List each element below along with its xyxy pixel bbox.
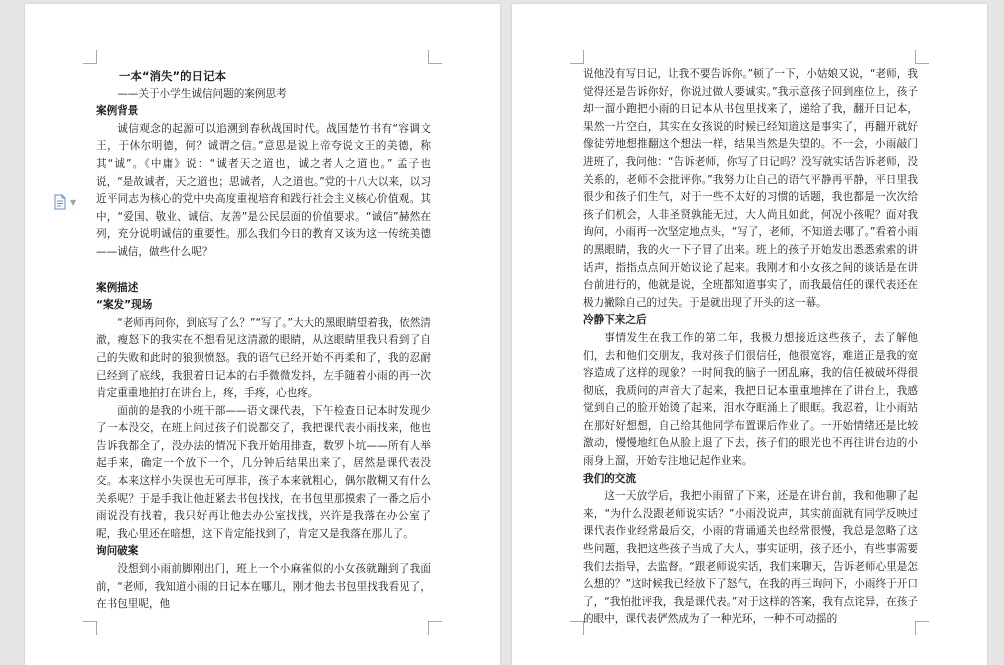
document-subtitle: ——关于小学生诚信问题的案例思考 [117,87,287,100]
section-heading-background: 案例背景 [96,105,139,118]
document-title: 一本“消失”的日记本 [119,69,227,83]
paragraph: “老师再问你，到底写了么？”“写了。”大大的黑眼睛望着我，依然清澈，瘦怒下的我实在不想看见这清澈的眼睛，从这眼睛里我只看到了自己的失败和此时的狼狈愤怒。我的语气已经开始不再柔和了，我的忍耐已经到了底线，我狠着日记本的右手微微发抖，左手随着小雨的再一次肯定重重地拍打在讲台上，疼，手疼，心也疼。 [96,316,431,400]
subheading-incident: “案发”现场 [96,299,153,312]
section-heading-description: 案例描述 [96,281,139,294]
paragraph: 没想到小雨前脚刚出门，班上一个小麻雀似的小女孩就蹦到了我面前，“老师，我知道小雨的日记本在哪儿，刚才他去书包里找我看见了，在书包里呢，他 [96,563,431,611]
page-content-left[interactable] [96,68,431,614]
crop-mark-top-right [428,50,442,64]
document-page-right [512,4,987,665]
crop-mark-bottom-left [570,621,584,635]
paragraph: 事情发生在我工作的第二年，我极力想接近这些孩子，去了解他们，去和他们交朋友，我对孩子们很信任，他很宽容，难道正是我的宽容造成了这样的现象？一时间我的脑子一团乱麻，我的信任被破坏得很彻底，我质问的声音大了起来，我把日记本重重地摔在了讲台上，我感觉到自己的脸开始烫了起来，泪水夺眶涌上了眼眶。我忍着，让小雨站在那好好想想，自己给其他同学布置课后作业了。一开始情绪还是比较激动，慢慢地红色从脸上退了下去，孩子们的眼光也不再往讲台边的小雨身上溜，开始专注地记起作业来。 [583,331,918,468]
crop-mark-top-left [83,50,97,64]
page-content-right[interactable] [583,66,918,629]
subheading-inquiry: 询问破案 [96,545,139,558]
document-icon[interactable] [52,194,68,210]
paragraph: 这一天放学后，我把小雨留了下来，还是在讲台前，我和他聊了起来，“为什么没跟老师说实话？”小雨没说声，其实前面就有同学反映过课代表作业经常最后交，小雨的背诵通关也经常很慢，我总是忽略了这些问题，我把这些孩子当成了大人，事实证明，孩子还小，有些事需要我们去指导，去监督。“跟老师说实话，我们来聊天，告诉老师心里是怎么想的？”这时候我已经放下了怒气，在我的再三询问下，小雨终于开口了，“我怕批评我，我是课代表。”对于这样的答案，我有点诧异，在孩子的眼中，课代表俨然成为了一种光环，一种不可动摇的 [583,490,918,626]
chevron-down-icon[interactable]: ▼ [70,198,77,207]
document-page-left [25,4,500,665]
crop-mark-top-right [915,50,929,64]
subheading-calm: 冷静下来之后 [583,314,647,327]
blank-line [96,262,431,280]
paragraph-background: 诚信观念的起源可以追溯到春秋战国时代。战国楚竹书有“容调文王，于休尔明德，何？诚谓之信。”意思是说上帝夸说文王的美德，称其“诚”。《中庸》说：“诚者天之道也，诚之者人之道也。” 孟子也说，“是故诚者，天之道也；思诚者，人之道也。”党的十八大以来，以习近平同志为核心的党中央高度重视培育和践行社会主义核心价值观。其中，“爱国、敬业、诚信、友善”是公民层面的价值要求。“诚信”赫然在列，充分说明诚信的重要性。那么我们今日的教育又该为这一传统美德——诚信，做些什么呢？ [96,122,431,258]
crop-mark-bottom-left [83,621,97,635]
paragraph: 面前的是我的小班干部——语文课代表，下午检查日记本时发现少了一本没交，在班上问过孩子们说都交了，我把课代表小雨找来，他也告诉我都全了，没办法的情况下我开始用排查，数罗卜坑——所有人举起手来，确定一个放下一个，几分钟后结果出来了，居然是课代表没交。本来这样小失误也无可厚非，孩子本来就粗心，偶尔散糊又有什么关系呢？于是手我让他赶紧去书包找找，在书包里那摸索了一番之后小雨说没有找着，我只好再让他去办公室找找，兴许是我落在办公室了呢，我心里还在暗想，这下肯定能找到了，肯定又是我落在那儿了。 [96,404,431,540]
paragraph: 说他没有写日记，让我不要告诉你。”顿了一下，小姑娘又说，“老师，我觉得还是告诉你好，你说过做人要诚实。”我示意孩子回到座位上，孩子却一溜小跑把小雨的日记本从书包里找来了，递给了我，翻开日记本，果然一片空白，其实在女孩说的时候已经知道这是事实了，再翻开就好像徒劳地想推翻这个想法一样，结果当然是失望的。不一会，小雨敲门进班了，我问他：“告诉老师，你写了日记吗？没写就实话告诉老师，没关系的，老师不会批评你。”我努力让自己的语气平静再平静，平日里我很少和孩子们生气，对于一些不太好的习惯的话题，我也都是一次次给孩子们机会，人非圣贤孰能无过，大人尚且如此，何况小孩呢？面对我询问，小雨再一次坚定地点头，“写了，老师，不知道去哪了。”看着小雨的黑眼睛，我的火一下子冒了出来。班上的孩子开始发出悉悉索索的讲话声，指指点点间开始议论了起来。我刚才和小女孩之间的谈话是在讲台前进行的，他就是说，全班都知道事实了，而我最信任的课代表还在极力撇除自己的过失。于是就出现了开头的这一幕。 [583,68,918,309]
crop-mark-top-left [570,50,584,64]
subheading-talk: 我们的交流 [583,472,636,485]
crop-mark-bottom-right [428,621,442,635]
